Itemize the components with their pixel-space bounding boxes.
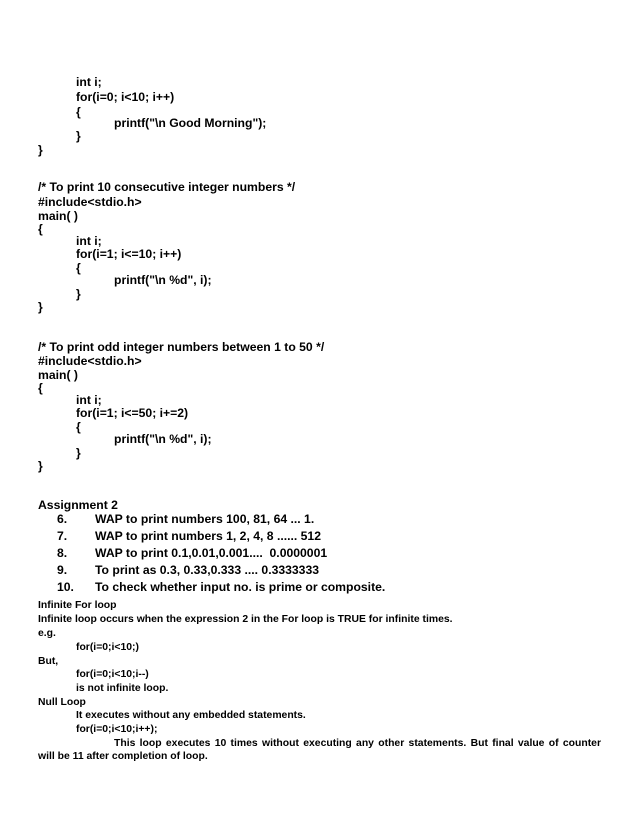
code-line: } xyxy=(38,300,43,314)
code-line: { xyxy=(76,105,81,119)
code-line: for(i=0;i<10;i++); xyxy=(76,724,158,735)
paragraph: Infinite loop occurs when the expression 2 in the For loop is TRUE for infinite times. xyxy=(38,614,453,625)
label: e.g. xyxy=(38,628,56,639)
assignment-title: Assignment 2 xyxy=(38,498,118,512)
code-line: int i; xyxy=(76,75,102,89)
assignment-item: WAP to print 0.1,0.01,0.001.... 0.0000001 xyxy=(95,546,328,560)
code-line: #include<stdio.h> xyxy=(38,195,142,209)
code-line: for(i=0;i<10;i--) xyxy=(76,669,149,680)
code-line: for(i=0; i<10; i++) xyxy=(76,90,175,104)
code-line: printf("\n %d", i); xyxy=(114,273,212,287)
label: But, xyxy=(38,656,59,667)
assignment-number: 10. xyxy=(57,580,74,594)
code-line: main( ) xyxy=(38,368,78,382)
code-line: } xyxy=(76,446,81,460)
code-line: int i; xyxy=(76,393,102,407)
code-line: for(i=1; i<=10; i++) xyxy=(76,247,182,261)
section-heading: Infinite For loop xyxy=(38,600,117,611)
code-line: #include<stdio.h> xyxy=(38,354,142,368)
code-line: printf("\n Good Morning"); xyxy=(114,116,267,130)
code-line: int i; xyxy=(76,234,102,248)
paragraph: It executes without any embedded statements. xyxy=(76,710,306,721)
assignment-item: WAP to print numbers 1, 2, 4, 8 ...... 512 xyxy=(95,529,321,543)
code-line: for(i=1; i<=50; i+=2) xyxy=(76,406,189,420)
paragraph: This loop executes 10 times without executing any other statements. But final value of counter xyxy=(114,738,601,749)
code-line: } xyxy=(38,459,43,473)
assignment-number: 7. xyxy=(57,529,68,543)
assignment-item: To print as 0.3, 0.33,0.333 .... 0.3333333 xyxy=(95,563,320,577)
assignment-item: To check whether input no. is prime or composite. xyxy=(95,580,386,594)
code-line: { xyxy=(38,381,43,395)
code-comment: /* To print odd integer numbers between 1 to 50 */ xyxy=(38,340,325,354)
code-comment: /* To print 10 consecutive integer numbers */ xyxy=(38,180,296,194)
code-line: } xyxy=(76,129,81,143)
code-line: main( ) xyxy=(38,209,78,223)
assignment-item: WAP to print numbers 100, 81, 64 ... 1. xyxy=(95,512,315,526)
code-line: printf("\n %d", i); xyxy=(114,432,212,446)
assignment-number: 8. xyxy=(57,546,68,560)
code-line: { xyxy=(38,222,43,236)
section-heading: Null Loop xyxy=(38,697,86,708)
code-line: { xyxy=(76,420,81,434)
paragraph: is not infinite loop. xyxy=(76,683,169,694)
code-line: } xyxy=(76,287,81,301)
code-line: } xyxy=(38,143,43,157)
assignment-number: 6. xyxy=(57,512,68,526)
code-line: { xyxy=(76,261,81,275)
code-line: for(i=0;i<10;) xyxy=(76,642,139,653)
paragraph: will be 11 after completion of loop. xyxy=(38,751,208,762)
assignment-number: 9. xyxy=(57,563,68,577)
